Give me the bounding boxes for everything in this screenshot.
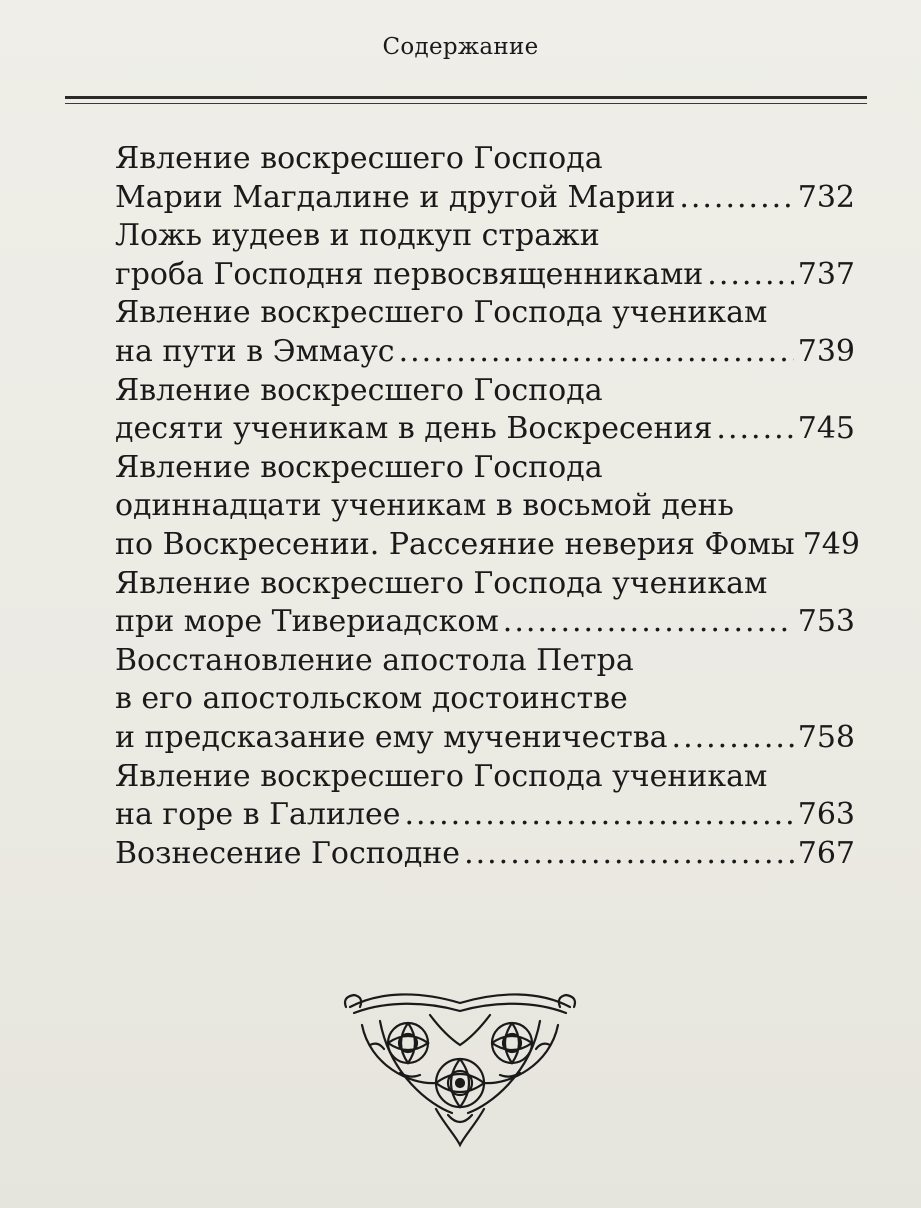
toc-page-number: 753	[797, 604, 855, 640]
toc-entry-line: Явление воскресшего Господа ученикам	[115, 758, 768, 794]
toc-entry	[115, 372, 855, 449]
floral-ornament-icon	[340, 985, 580, 1150]
dot-leader	[707, 256, 793, 295]
toc-entry-line: десяти ученикам в день Воскресения	[115, 411, 713, 447]
toc-page-number: 763	[797, 797, 855, 833]
dot-leader	[399, 333, 794, 372]
toc-entry-line: Явление воскресшего Господа	[115, 141, 603, 176]
toc-entry	[115, 835, 855, 874]
toc-entry-line: Ложь иудеев и подкуп стражи	[115, 218, 600, 254]
toc-entry-line: при море Тивериадском	[115, 604, 499, 640]
toc-entry-line: Марии Магдалине и другой Марии	[115, 179, 676, 215]
toc-page-number: 745	[797, 411, 855, 447]
dot-leader	[464, 835, 794, 874]
toc-page-number: 739	[797, 333, 855, 369]
toc-page-number: 732	[797, 179, 855, 215]
toc-entry-last-line	[115, 179, 855, 218]
toc-entry	[115, 565, 855, 642]
toc-entry-line: на горе в Галилее	[115, 797, 401, 833]
toc-entry-last-line	[115, 410, 855, 449]
toc-entry-line: гроба Господня первосвященниками	[115, 256, 704, 292]
toc-entry-line: на пути в Эммаус	[115, 333, 395, 369]
dot-leader	[404, 796, 793, 835]
toc-page-number: 767	[797, 835, 855, 871]
toc-entry	[115, 758, 855, 835]
toc-entry-line: одиннадцати ученикам в восьмой день	[115, 488, 734, 524]
toc-entry-last-line	[115, 333, 855, 372]
toc-entry-line: Вознесение Господне	[115, 835, 461, 871]
dot-leader	[716, 410, 793, 449]
running-head: Содержание	[382, 34, 539, 60]
toc-page-number: 758	[797, 719, 855, 755]
table-of-contents	[115, 140, 860, 873]
toc-page-number: 737	[797, 256, 855, 292]
toc-entry	[115, 449, 860, 565]
toc-entry-line: Восстановление апостола Петра	[115, 642, 634, 678]
toc-entry-last-line	[115, 796, 855, 835]
toc-entry-line: в его апостольском достоинстве	[115, 681, 628, 717]
toc-entry	[115, 217, 855, 294]
toc-entry-last-line	[115, 719, 855, 758]
dot-leader	[503, 603, 794, 642]
toc-entry-line: и предсказание ему мученичества	[115, 719, 668, 755]
toc-entry-line: Явление воскресшего Господа	[115, 372, 603, 408]
toc-entry	[115, 294, 855, 371]
toc-entry-line: Явление воскресшего Господа ученикам	[115, 565, 768, 601]
toc-entry	[115, 642, 855, 758]
dot-leader	[672, 719, 794, 758]
toc-entry-line: Явление воскресшего Господа	[115, 449, 603, 485]
toc-entry	[115, 140, 855, 217]
header-rule-thick	[65, 96, 867, 99]
toc-entry-line: по Воскресении. Рассеяние неверия Фомы	[115, 526, 795, 562]
header-rule-thin	[65, 103, 867, 104]
toc-entry-last-line	[115, 256, 855, 295]
toc-entry-line: Явление воскресшего Господа ученикам	[115, 295, 768, 331]
toc-page-number: 749	[802, 526, 860, 562]
toc-entry-last-line	[115, 603, 855, 642]
toc-entry-last-line	[115, 526, 860, 565]
dot-leader	[679, 179, 793, 218]
toc-entry-last-line	[115, 835, 855, 874]
